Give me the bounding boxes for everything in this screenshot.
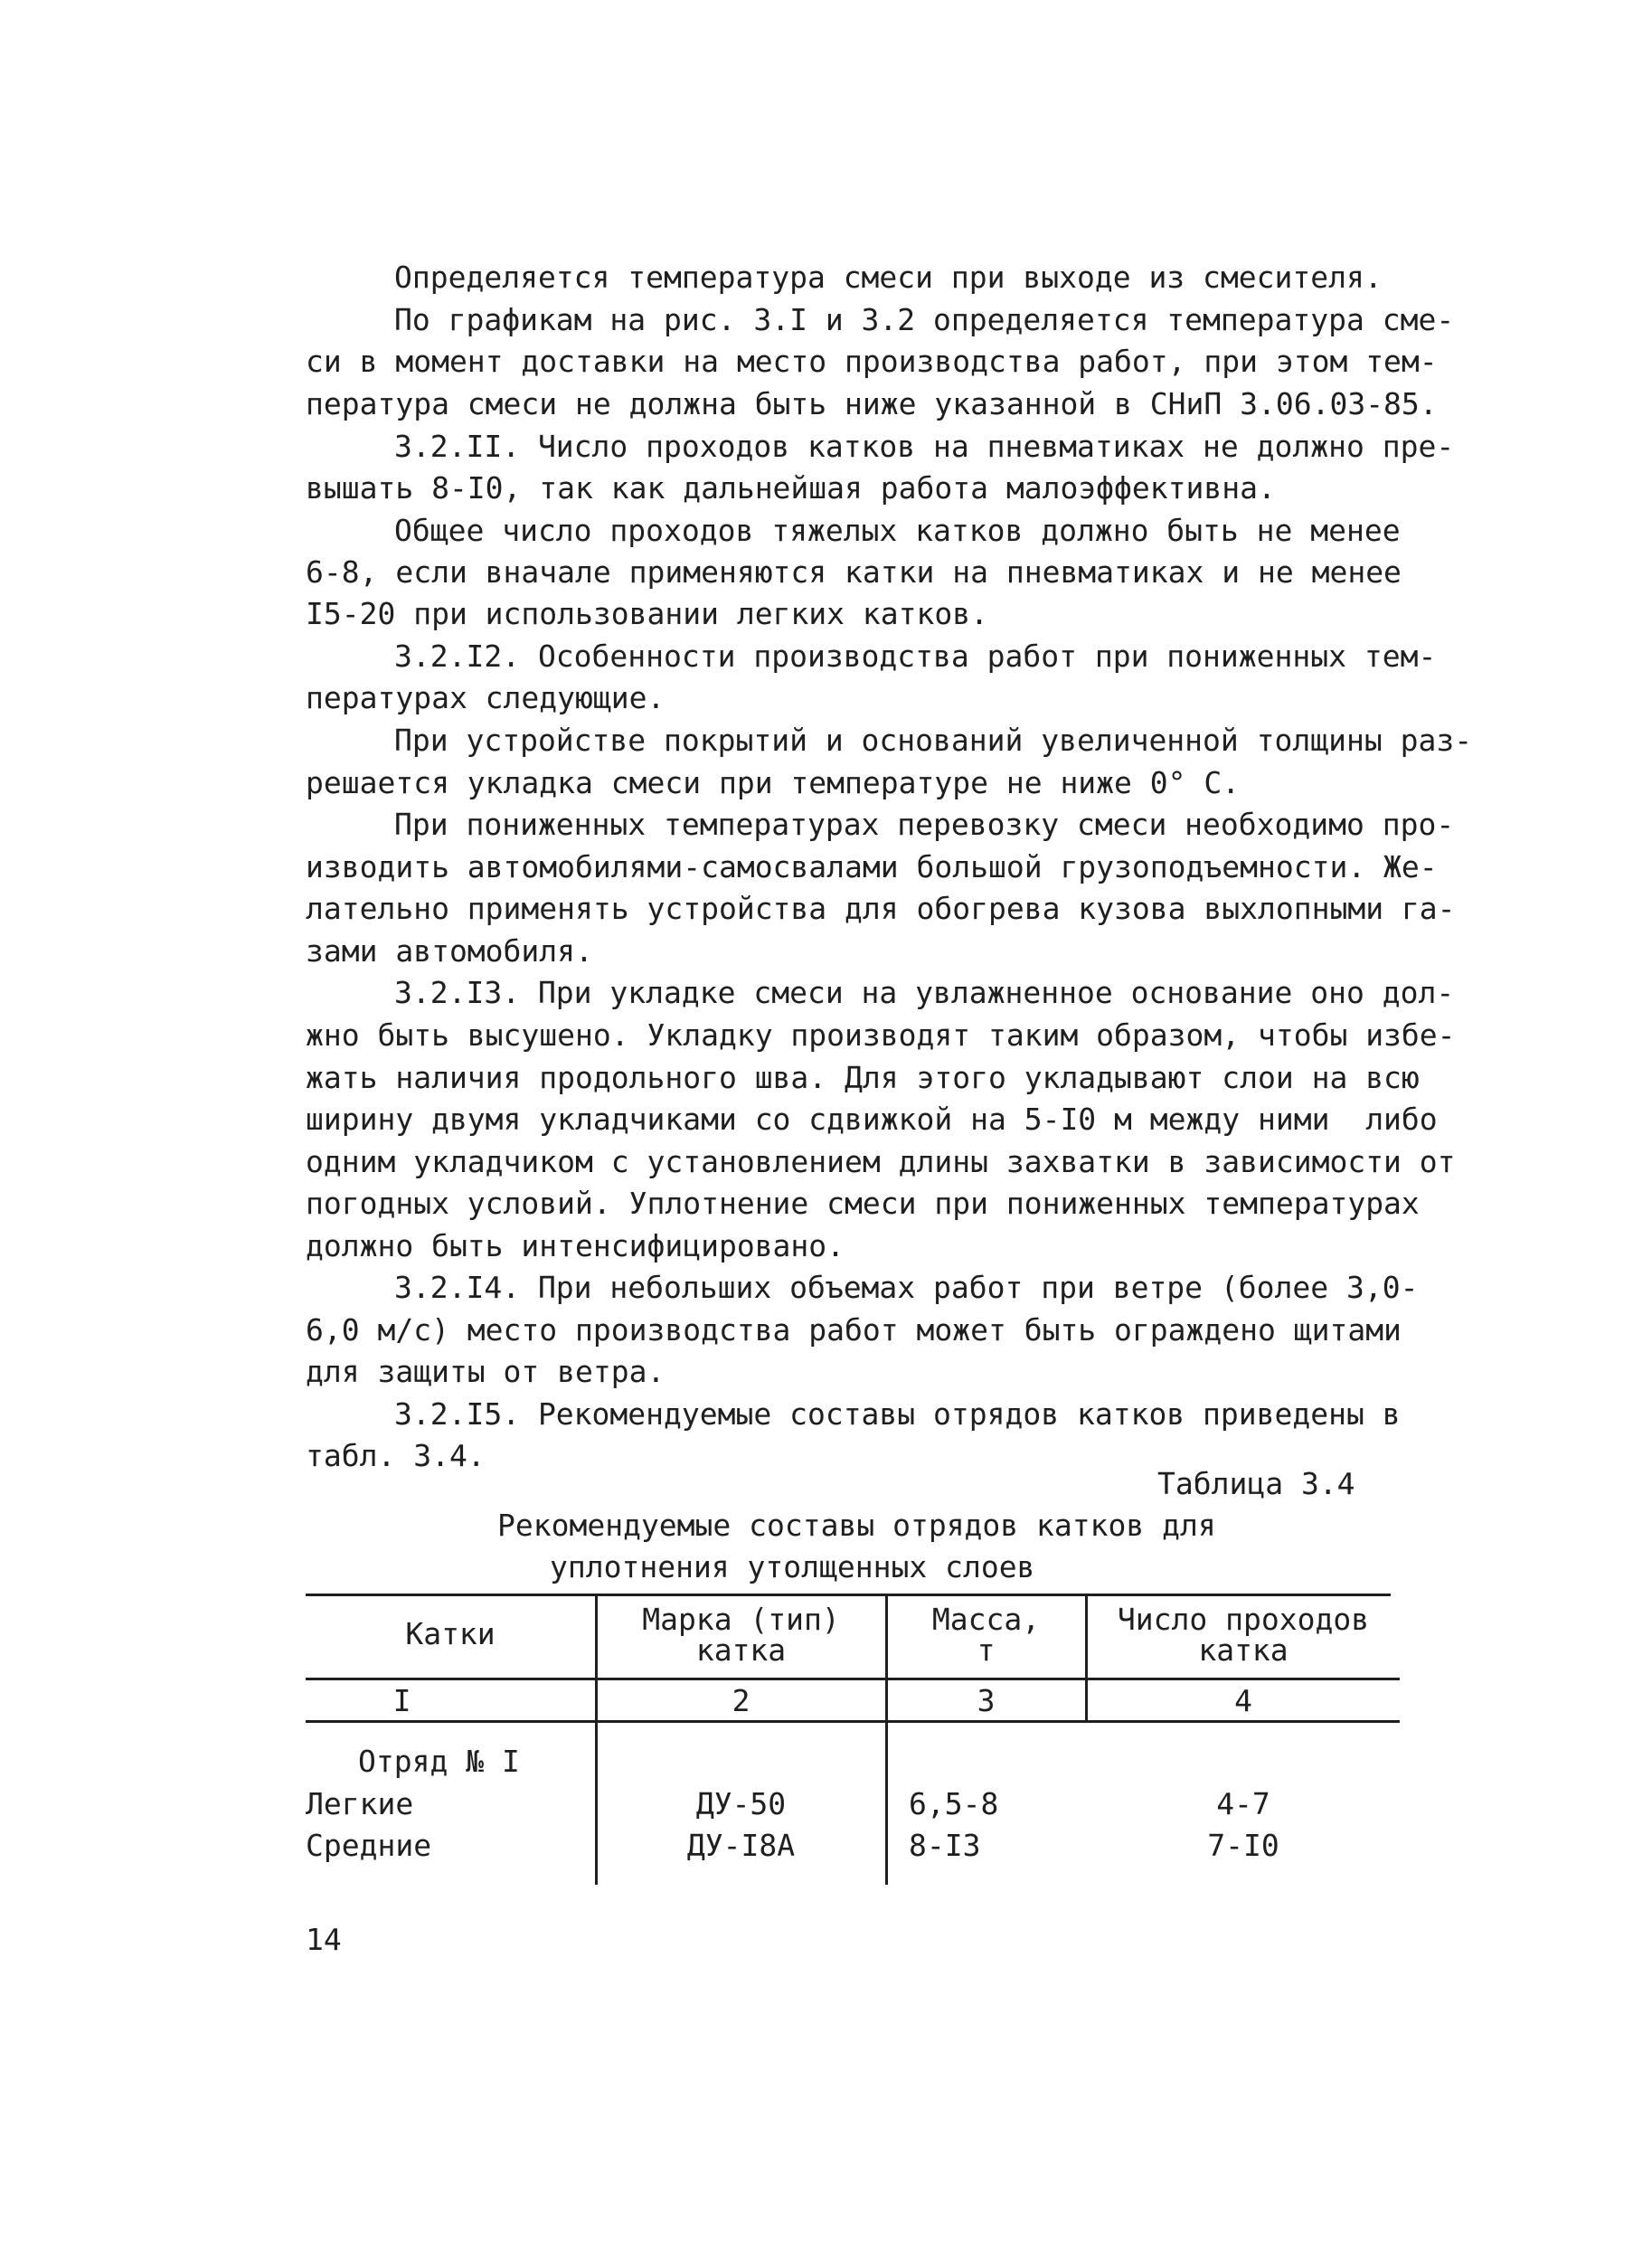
text-line: 6-8, если вначале применяются катки на пневматиках и не менее [306, 554, 1402, 590]
text-line: 3.2.I2. Особенности производства работ при пониженных тем- [394, 638, 1437, 674]
table-top-rule [306, 1594, 1391, 1596]
table-cell-passes: 4-7 [1216, 1786, 1270, 1821]
table-header-katki: Катки [405, 1616, 496, 1651]
table-header-mass: Масса, [931, 1602, 1041, 1637]
text-line: вышать 8-I0, так как дальнейшая работа малоэффективна. [306, 470, 1276, 506]
text-line: По графикам на рис. 3.I и 3.2 определяется температура сме- [394, 302, 1455, 337]
table-caption: уплотнения утолщенных слоев [550, 1549, 1035, 1584]
text-line: При устройстве покрытий и оснований увеличенной толщины раз- [394, 723, 1473, 758]
table-header-rule [306, 1678, 1400, 1680]
text-line: жно быть высушено. Укладку производят таким образом, чтобы избе- [306, 1017, 1456, 1053]
table-cell-passes: 7-I0 [1207, 1828, 1279, 1863]
text-line: табл. 3.4. [306, 1438, 486, 1473]
text-line: решается укладка смеси при температуре не ниже 0° С. [306, 765, 1241, 800]
text-line: Общее число проходов тяжелых катков должно быть не менее [394, 513, 1401, 548]
text-line: лательно применять устройства для обогрева кузова выхлопными га- [306, 891, 1456, 926]
text-line: При пониженных температурах перевозку смеси необходимо про- [394, 807, 1455, 842]
table-header-mass: т [977, 1632, 996, 1668]
text-line: 3.2.I4. При небольших объемах работ при ветре (более 3,0- [394, 1270, 1419, 1305]
table-header-passes: катка [1198, 1632, 1289, 1668]
text-line: пературах следующие. [306, 680, 666, 715]
table-numbers-rule [306, 1720, 1400, 1723]
table-cell-mass: 8-I3 [909, 1828, 981, 1863]
table-cell-name: Средние [306, 1828, 432, 1863]
text-line: 3.2.I3. При укладке смеси на увлажненное основание оно дол- [394, 975, 1455, 1010]
table-cell-brand: ДУ-50 [695, 1786, 787, 1821]
text-line: одним укладчиком с установлением длины захватки в зависимости от [306, 1144, 1456, 1179]
table-header-brand: Марка (тип) [642, 1602, 840, 1637]
table-cell-name: Легкие [306, 1786, 414, 1821]
text-line: изводить автомобилями-самосвалами большой грузоподъемности. Же- [306, 849, 1438, 884]
text-line: ширину двумя укладчиками со сдвижкой на 5-I0 м между ними либо [306, 1102, 1438, 1137]
page-number: 14 [306, 1922, 342, 1957]
text-line: I5-20 при использовании легких катков. [306, 596, 988, 631]
text-line: 3.2.I5. Рекомендуемые составы отрядов катков приведены в [394, 1396, 1401, 1432]
table-column-number: I [392, 1683, 411, 1718]
text-line: должно быть интенсифицировано. [306, 1228, 845, 1263]
text-line: жать наличия продольного шва. Для этого укладывают слои на всю [306, 1060, 1420, 1095]
text-line: пература смеси не должна быть ниже указанной в СНиП 3.06.03-85. [306, 386, 1438, 421]
table-caption: Рекомендуемые составы отрядов катков для [497, 1508, 1216, 1543]
table-cell-brand: ДУ-I8А [686, 1828, 796, 1863]
table-header-brand: катка [695, 1632, 787, 1668]
table-column-number: 2 [732, 1683, 750, 1718]
text-line: 6,0 м/с) место производства работ может быть ограждено щитами [306, 1312, 1402, 1348]
table-number: Таблица 3.4 [1157, 1466, 1355, 1501]
text-line: для защиты от ветра. [306, 1354, 666, 1389]
text-line: погодных условий. Уплотнение смеси при пониженных температурах [306, 1186, 1420, 1221]
table-group-label: Отряд № I [358, 1744, 520, 1779]
text-line: си в момент доставки на место производства работ, при этом тем- [306, 344, 1438, 379]
table-header-passes: Число проходов [1117, 1602, 1370, 1637]
text-line: Определяется температура смеси при выходе из смесителя. [394, 260, 1383, 295]
table-column-number: 4 [1234, 1683, 1252, 1718]
text-line: зами автомобиля. [306, 933, 593, 969]
table-cell-mass: 6,5-8 [909, 1786, 999, 1821]
table-column-number: 3 [977, 1683, 996, 1718]
text-line: 3.2.II. Число проходов катков на пневматиках не должно пре- [394, 429, 1455, 464]
